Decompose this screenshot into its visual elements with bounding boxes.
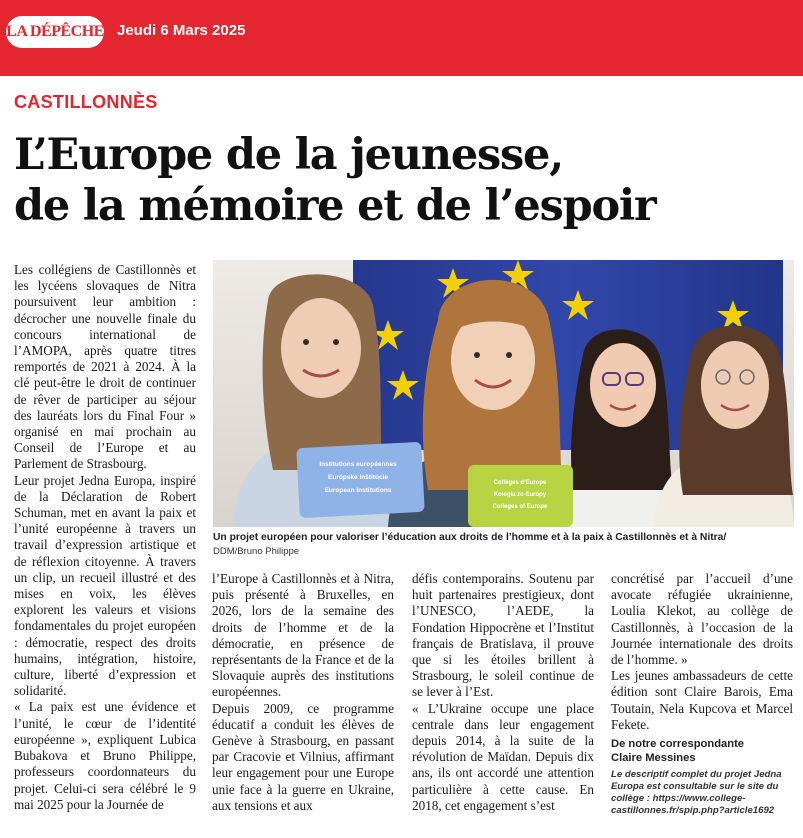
photo-caption: Un projet européen pour valoriser l’éducation aux droits de l’homme et à la paix à Castillonnès et à Nitra/ <box>213 532 727 543</box>
signature-line-2: Claire Messines <box>611 752 696 765</box>
article-column-3 <box>412 571 594 838</box>
blue-sign-line-1: Institutions européennes <box>319 461 397 468</box>
paragraph: Depuis 2009, ce programme éducatif a conduit les élèves de Genève à Strasbourg, en passant par Cracovie et Vilnius, affirmant leur engagement pour une Europe unie face à la guerre en Ukraine, aux tensions et aux <box>212 700 394 813</box>
photo-credit: DDM/Bruno Philippe <box>213 546 300 557</box>
headline <box>14 130 794 232</box>
newspaper-logo: LA DÉPÊCHE <box>6 16 104 48</box>
blue-sign-line-3: European Institutions <box>324 487 392 494</box>
signature-line-1: De notre correspondante <box>611 738 745 751</box>
issue-date: Jeudi 6 Mars 2025 <box>117 22 246 39</box>
paragraph: Les jeunes ambassadeurs de cette édition sont Claire Barois, Ema Toutain, Nela Kupcova et Marcel Fekete. <box>611 668 793 732</box>
green-sign-line-3: Colleges of Europe <box>492 504 548 510</box>
paragraph: Les collégiens de Castillonnès et les lycéens slovaques de Nitra poursuivent leur ambition : décrocher une nouvelle finale du concours international de l’AMOPA, après quatre titres remportés de 2021 à 2024. À la clé peut-être le droit de continuer de rêver de participer au séjour des lauréats lors du Final Four » organisé en mai prochain au Conseil de l’Europe et au Parlement de Strasbourg. <box>14 262 196 472</box>
header-bar <box>0 0 803 76</box>
green-sign-line-1: Collèges d’Europe <box>493 480 547 486</box>
paragraph: défis contemporains. Soutenu par huit partenaires prestigieux, dont l’UNESCO, l’AEDE, la Fondation Hippocrène et l’Institut français de Bratislava, il prouve que si les étoiles brillent à Strasbourg, le soleil continue de se lever à l’Est. <box>412 571 594 700</box>
students-photo-illustration <box>213 260 794 527</box>
article-column-2 <box>212 571 394 838</box>
paragraph: l’Europe à Castillonnès et à Nitra, puis présenté à Bruxelles, en 2026, lors de la semaine des droits de l’homme et de la démocratie, en présence de représentants de la France et de la Slovaquie auprès des institutions européennes. <box>212 571 394 700</box>
article-column-1 <box>14 262 196 838</box>
paragraph: « L’Ukraine occupe une place centrale dans leur engagement depuis 2014, à la suite de la révolution de Maïdan. Depuis dix ans, ils ont accordé une attention particulière à cette cause. En 2018, cet engagement s’est <box>412 700 594 813</box>
green-sign-line-2: Kolégia zo Európy <box>493 492 547 498</box>
blue-sign <box>296 442 424 518</box>
paragraph: « La paix est une évidence et l’unité, le cœur de l’identité européenne », expliquent Lubica Bubakova et Bruno Philippe, professeurs coordonnateurs du projet. Celui-ci sera célébré le 9 mai 2025 pour la Journée de <box>14 699 196 812</box>
section-label: CASTILLONNÈS <box>14 92 158 112</box>
footnote-link: Le descriptif complet du projet Jedna Europa est consultable sur le site du collège : https://www.college-castillonnes.fr/spip.php?article1692 <box>611 769 782 817</box>
green-sign <box>468 465 573 527</box>
headline-line-1: L’Europe de la jeunesse, <box>14 130 563 180</box>
paragraph: concrétisé par l’accueil d’une avocate réfugiée ukrainienne, Loulia Klekot, au collège de Castillonnès, à l’occasion de la Journée internationale des droits de l’homme. » <box>611 571 793 668</box>
article-column-4 <box>611 571 793 838</box>
article-photo <box>213 260 794 527</box>
headline-line-2: de la mémoire et de l’espoir <box>14 181 656 231</box>
blue-sign-line-2: Európske inštitúcie <box>328 474 388 481</box>
paragraph: Leur projet Jedna Europa, inspiré de la Déclaration de Robert Schuman, met en avant la paix et l’unité européenne à travers un travail d’expression artistique et de réflexion citoyenne. À travers un clip, un recueil illustré et des mises en voix, les élèves explorent les valeurs et visions fondamentales du projet européen : démocratie, respect des droits humains, intégration, histoire, culture, liberté d’expression et solidarité. <box>14 472 196 699</box>
author-signature <box>611 737 793 765</box>
